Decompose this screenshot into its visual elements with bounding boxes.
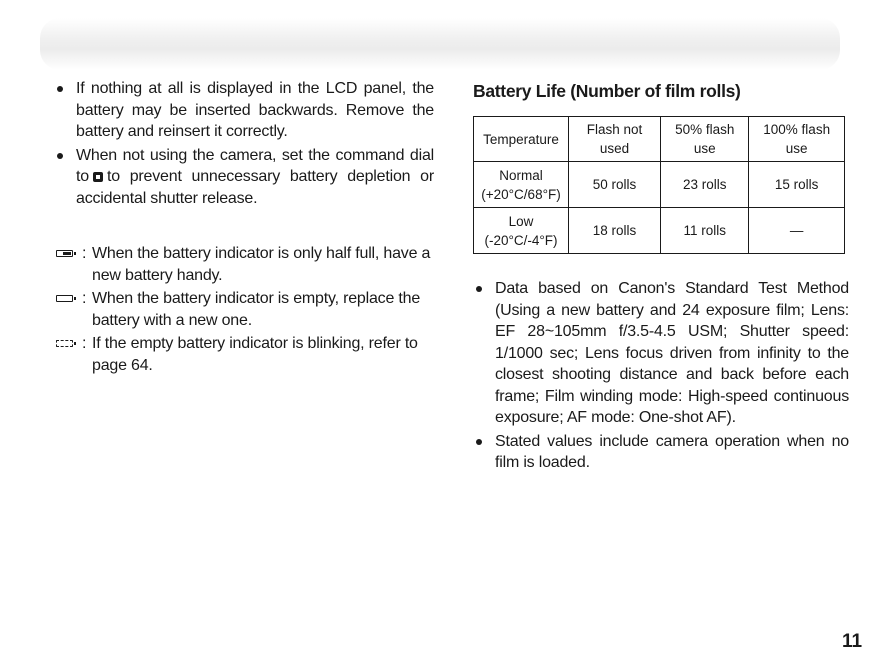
page-number: 11 (842, 631, 863, 652)
battery-empty-icon (54, 288, 82, 309)
table-header-row (474, 117, 845, 162)
value-cell: — (749, 208, 845, 254)
value-cell: 50 rolls (569, 162, 661, 208)
value-cell: 15 rolls (749, 162, 845, 208)
header-cell: Temperature (474, 117, 569, 162)
battery-life-table (473, 116, 845, 254)
battery-indicator-list (54, 243, 434, 376)
table-row (474, 162, 845, 208)
indicator-text: If the empty battery indicator is blinking, refer to page 64. (92, 335, 418, 374)
header-cell: 50% flash use (661, 117, 749, 162)
command-dial-tip-before: When not using the camera, set the command dial to (76, 146, 434, 185)
battery-life-title: Battery Life (Number of film rolls) (473, 81, 741, 101)
temperature-cell: Low (-20°C/-4°F) (474, 208, 569, 254)
header-cell: Flash not used (569, 117, 661, 162)
left-column (54, 78, 434, 378)
value-cell: 23 rolls (661, 162, 749, 208)
command-dial-tip (54, 145, 434, 210)
lock-position-icon (93, 172, 103, 182)
test-method-note: Data based on Canon's Standard Test Method (Using a new battery and 24 exposure film; Lens: EF 28~105mm f/3.5-4.5 USM; Shutter speed: 1/1000 sec; Lens focus driven from infinity to the closest shooting distance and back before each frame; Film winding mode: High-speed continuous exposure; AF mode: One-shot AF). (473, 278, 849, 429)
page-header-band (40, 18, 840, 70)
battery-tips-list (54, 78, 434, 209)
indicator-row-half: : When the battery indicator is only half full, have a new battery handy. (54, 243, 434, 286)
battery-blinking-icon (54, 333, 82, 354)
test-notes-list (473, 278, 849, 474)
value-cell: 11 rolls (661, 208, 749, 254)
temperature-cell: Normal (+20°C/68°F) (474, 162, 569, 208)
header-cell: 100% flash use (749, 117, 845, 162)
lcd-blank-tip: If nothing at all is displayed in the LCD panel, the battery may be inserted backwards. Remove the battery and reinsert it correctly. (54, 78, 434, 143)
indicator-row-empty: : When the battery indicator is empty, replace the battery with a new one. (54, 288, 434, 331)
indicator-text: When the battery indicator is empty, replace the battery with a new one. (92, 290, 421, 329)
right-column (473, 78, 849, 476)
battery-half-icon (54, 243, 82, 264)
no-film-note: Stated values include camera operation when no film is loaded. (473, 431, 849, 474)
table-row (474, 208, 845, 254)
value-cell: 18 rolls (569, 208, 661, 254)
indicator-row-blinking: : If the empty battery indicator is blinking, refer to page 64. (54, 333, 434, 376)
indicator-text: When the battery indicator is only half full, have a new battery handy. (92, 245, 431, 284)
command-dial-tip-after: to prevent unnecessary battery depletion or accidental shutter release. (76, 168, 434, 207)
